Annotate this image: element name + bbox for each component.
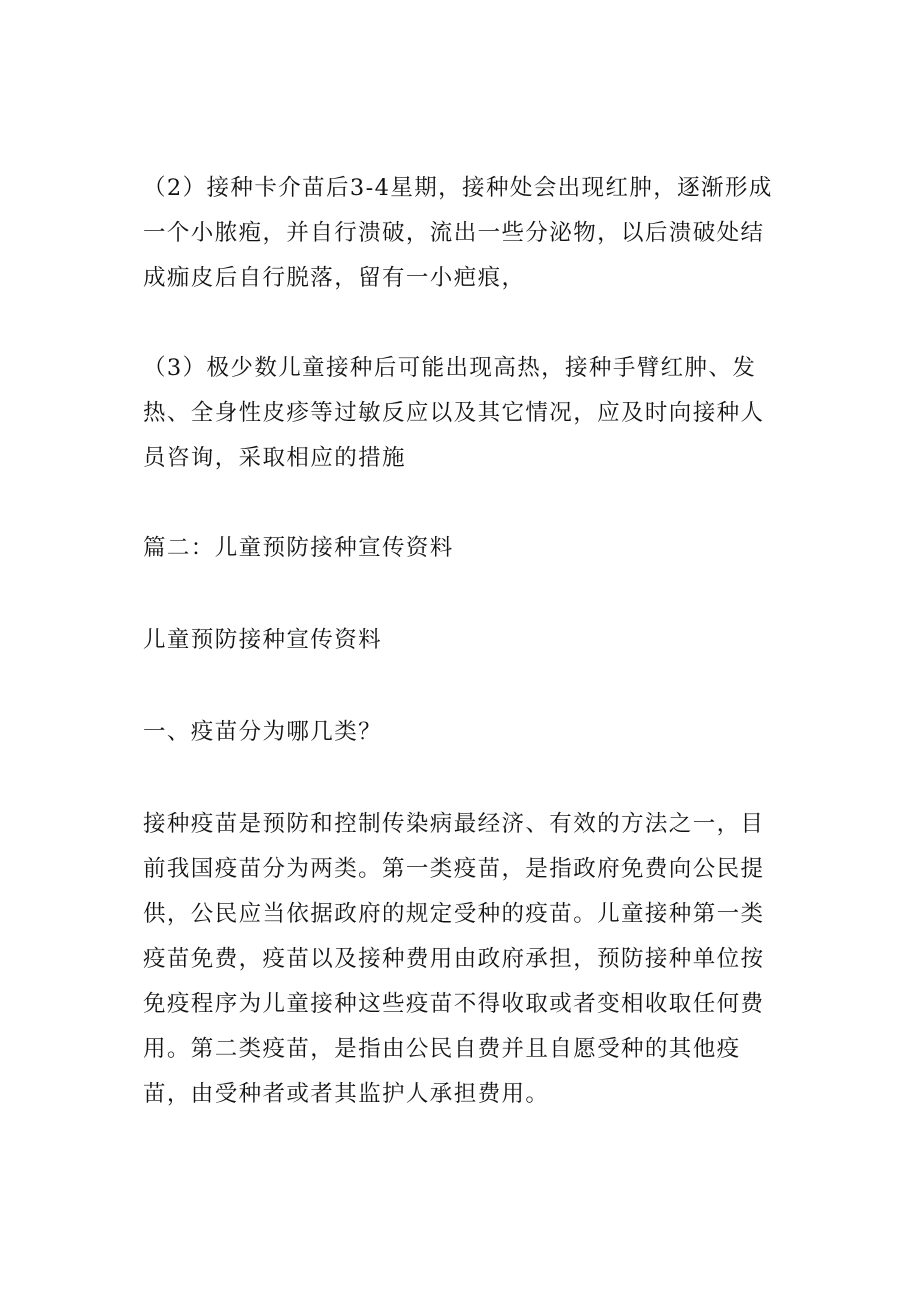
paragraph-rare-reactions: （3）极少数儿童接种后可能出现高热，接种手臂红肿、发热、全身性皮疹等过敏反应以及其它情况，应及时向接种人员咨询，采取相应的措施 [143, 355, 765, 471]
section-heading-part-two: 篇二：儿童预防接种宣传资料 [143, 535, 454, 561]
paragraph-bcg-reaction: （2）接种卡介苗后3-4星期，接种处会出现红肿，逐渐形成一个小脓疱，并自行溃破，流出一些分泌物，以后溃破处结成痂皮后自行脱落，留有一小疤痕， [143, 175, 773, 291]
paragraph-vaccine-types: 接种疫苗是预防和控制传染病最经济、有效的方法之一，目前我国疫苗分为两类。第一类疫苗，是指政府免费向公民提供，公民应当依据政府的规定受种的疫苗。儿童接种第一类疫苗免费，疫苗以及接种费用由政府承担，预防接种单位按免疫程序为儿童接种这些疫苗不得收取或者变相收取任何费用。第二类疫苗，是指由公民自费并且自愿受种的其他疫苗，由受种者或者其监护人承担费用。 [143, 811, 765, 1107]
question-heading-vaccine-types: 一、疫苗分为哪几类？ [143, 719, 383, 745]
document-body [143, 166, 783, 1117]
document-title: 儿童预防接种宣传资料 [143, 627, 383, 653]
